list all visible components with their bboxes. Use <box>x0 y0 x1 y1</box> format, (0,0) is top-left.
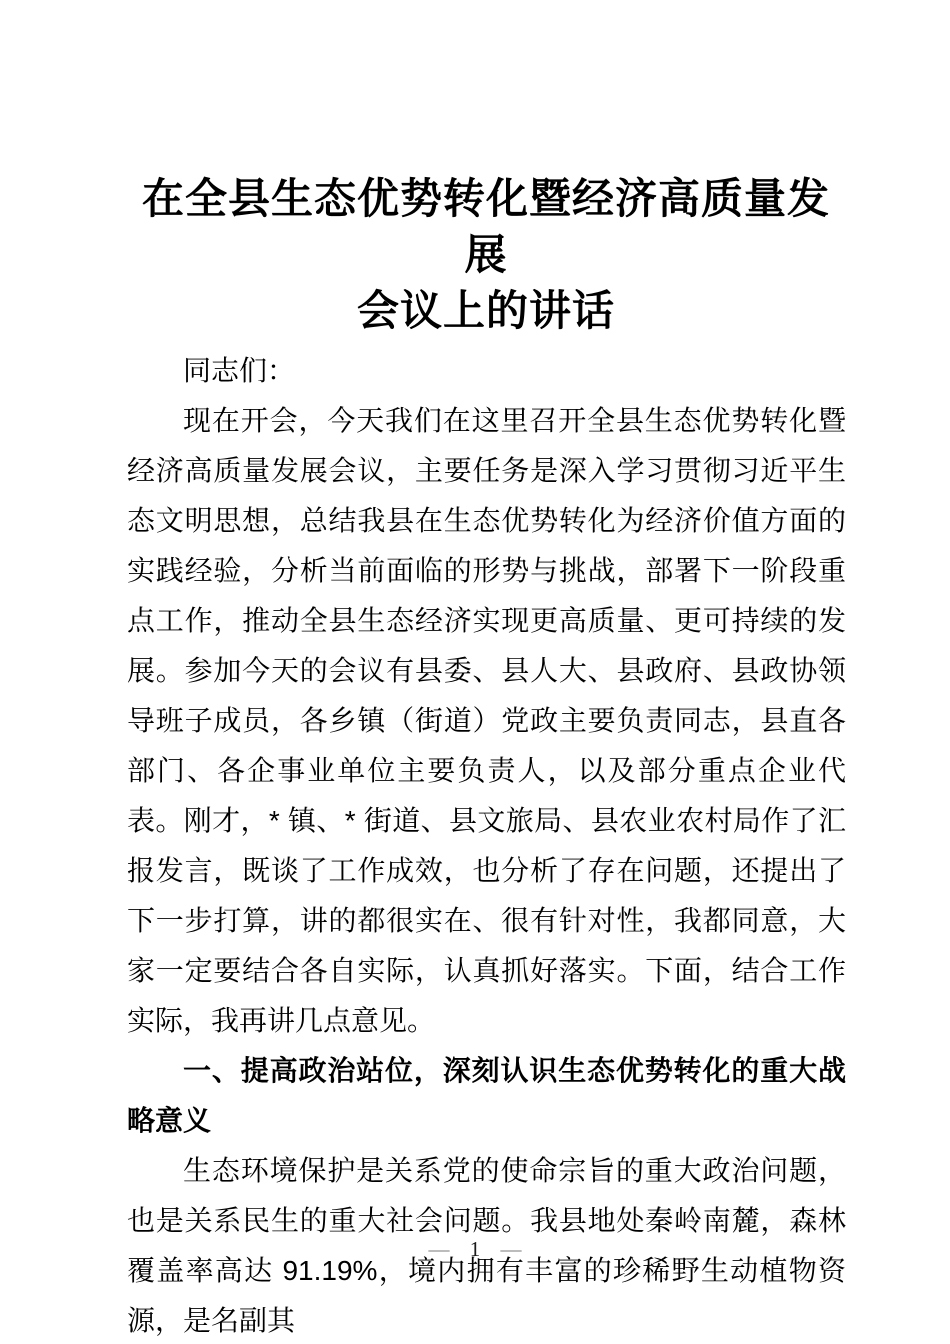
page-number: 1 <box>469 1237 481 1261</box>
footer-dash-left: — <box>428 1237 450 1261</box>
title-line-1: 在全县生态优势转化暨经济高质量发展 <box>141 177 830 279</box>
title-line-2: 会议上的讲话 <box>356 289 615 335</box>
document-body <box>0 346 950 1344</box>
section-heading-1: 一、提高政治站位，深刻认识生态优势转化的重大战略意义 <box>127 1055 846 1136</box>
footer-dash-right: — <box>500 1237 522 1261</box>
paragraph-section-1: 生态环境保护是关系党的使命宗旨的重大政治问题，也是关系民生的重大社会问题。我县地处秦岭南麓，森林覆盖率高达 91.19%，境内拥有丰富的珍稀野生动植物资源，是名副其 <box>127 1155 846 1336</box>
page-footer <box>0 1236 950 1262</box>
paragraph-opening: 现在开会，今天我们在这里召开全县生态优势转化暨经济高质量发展会议，主要任务是深入学习贯彻习近平生态文明思想，总结我县在生态优势转化为经济价值方面的实践经验，分析当前面临的形势与挑战，部署下一阶段重点工作，推动全县生态经济实现更高质量、更可持续的发展。参加今天的会议有县委、县人大、县政府、县政协领导班子成员，各乡镇（街道）党政主要负责同志，县直各部门、各企事业单位主要负责人，以及部分重点企业代表。刚才，* 镇、* 街道、县文旅局、县农业农村局作了汇报发言，既谈了工作成效，也分析了存在问题，还提出了下一步打算，讲的都很实在、很有针对性，我都同意，大家一定要结合各自实际，认真抓好落实。下面，结合工作实际，我再讲几点意见。 <box>127 405 846 1036</box>
salutation: 同志们： <box>183 355 296 386</box>
page-title <box>0 0 950 340</box>
